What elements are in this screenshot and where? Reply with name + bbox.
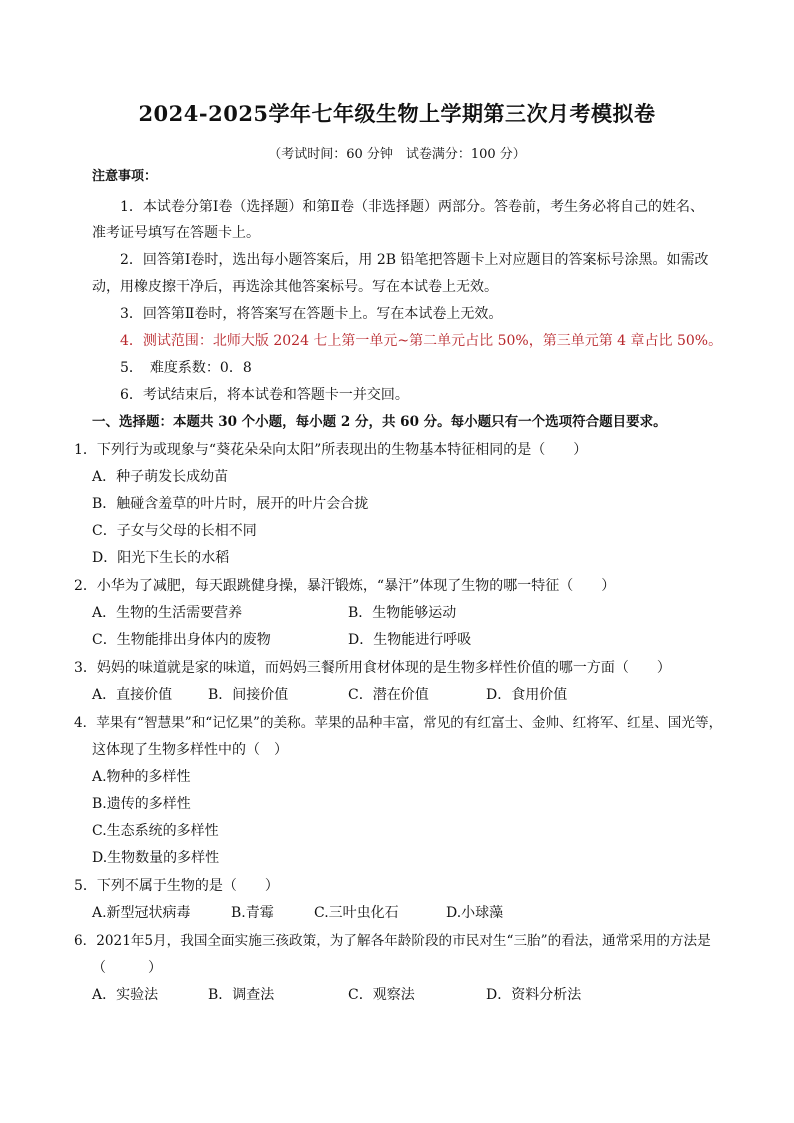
note-6: 6．考试结束后，将本试卷和答题卡一并交回。 [120, 387, 409, 403]
note-2a: 2．回答第Ⅰ卷时，选出每小题答案后，用 2B 铅笔把答题卡上对应题目的答案标号涂黑。如需改 [120, 252, 709, 268]
question-6-option-c: C．观察法 [348, 987, 415, 1003]
note-3: 3．回答第Ⅱ卷时，将答案写在答题卡上。写在本试卷上无效。 [120, 306, 503, 322]
question-2-stem: 2．小华为了减肥，每天跟跳健身操，暴汗锻炼，“暴汗”体现了生物的哪一特征（ ） [74, 578, 616, 594]
question-3-stem: 3．妈妈的味道就是家的味道，而妈妈三餐所用食材体现的是生物多样性价值的哪一方面（ ） [74, 660, 671, 676]
note-4: 4．测试范围：北师大版 2024 七上第一单元~第二单元占比 50%，第三单元第 4 章占比 50%。 [120, 333, 723, 349]
section-heading: 一、选择题：本题共 30 个小题，每小题 2 分，共 60 分。每小题只有一个选项符合题目要求。 [92, 414, 667, 430]
question-1-option-b: B．触碰含羞草的叶片时，展开的叶片会合拢 [92, 496, 369, 512]
question-2-option-b: B．生物能够运动 [348, 605, 457, 621]
note-1b: 准考证号填写在答题卡上。 [92, 225, 260, 241]
question-6-stem-line1: 6．2021年5月，我国全面实施三孩政策，为了解各年龄阶段的市民对生“三胎”的看法，通常采用的方法是 [74, 933, 711, 949]
question-5-option-b: B.青霉 [231, 905, 274, 921]
question-5-option-d: D.小球藻 [446, 905, 504, 921]
page-title: 2024-2025学年七年级生物上学期第三次月考模拟卷 [138, 101, 656, 126]
notes-heading: 注意事项： [92, 169, 158, 184]
question-2-option-a: A．生物的生活需要营养 [92, 605, 243, 621]
exam-info: （考试时间：60 分钟 试卷满分：100 分） [268, 147, 526, 162]
question-4-option-b: B.遗传的多样性 [92, 796, 191, 812]
question-1-option-c: C．子女与父母的长相不同 [92, 523, 257, 539]
question-6-option-a: A．实验法 [92, 987, 159, 1003]
question-5-option-a: A.新型冠状病毒 [92, 905, 191, 921]
note-5: 5． 难度系数：0．8 [120, 360, 252, 376]
question-6-stem-line2: （ ） [92, 960, 162, 976]
question-3-option-b: B．间接价值 [208, 687, 289, 703]
question-3-option-d: D．食用价值 [486, 687, 568, 703]
question-3-option-c: C．潜在价值 [348, 687, 429, 703]
note-1a: 1．本试卷分第Ⅰ卷（选择题）和第Ⅱ卷（非选择题）两部分。答卷前，考生务必将自己的姓名、 [120, 199, 704, 215]
question-1-stem: 1．下列行为或现象与“葵花朵朵向太阳”所表现出的生物基本特征相同的是（ ） [74, 442, 588, 458]
question-6-option-d: D．资料分析法 [486, 987, 582, 1003]
question-1-option-a: A．种子萌发长成幼苗 [92, 469, 229, 485]
question-5-stem: 5．下列不属于生物的是（ ） [74, 878, 279, 894]
question-2-option-c: C．生物能排出身体内的废物 [92, 632, 271, 648]
question-4-option-d: D.生物数量的多样性 [92, 850, 220, 866]
question-4-option-a: A.物种的多样性 [92, 769, 191, 785]
question-6-option-b: B．调查法 [208, 987, 275, 1003]
question-2-option-d: D．生物能进行呼吸 [348, 632, 472, 648]
question-3-option-a: A．直接价值 [92, 687, 173, 703]
question-4-stem-line1: 4．苹果有“智慧果”和“记忆果”的美称。苹果的品种丰富，常见的有红富士、金帅、红将军、红星、国光等， [74, 715, 723, 731]
question-1-option-d: D．阳光下生长的水稻 [92, 550, 230, 566]
question-5-option-c: C.三叶虫化石 [314, 905, 399, 921]
note-2b: 动，用橡皮擦干净后，再选涂其他答案标号。写在本试卷上无效。 [92, 279, 498, 295]
question-4-stem-line2: 这体现了生物多样性中的（ ） [92, 742, 288, 758]
question-4-option-c: C.生态系统的多样性 [92, 823, 219, 839]
